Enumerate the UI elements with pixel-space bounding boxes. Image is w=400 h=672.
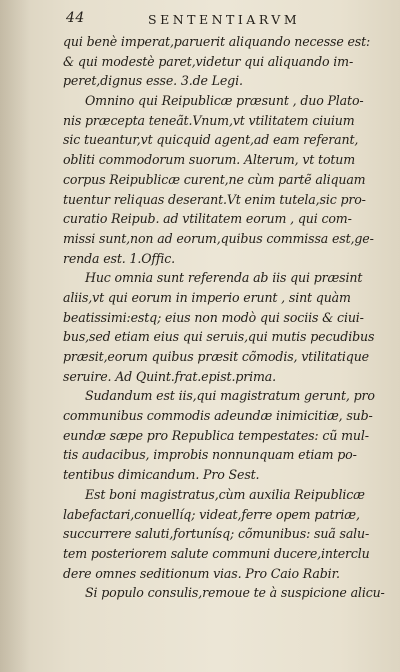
text-line: nis præcepta teneãt.Vnum,vt vtilitatem ciuium bbox=[63, 112, 355, 128]
page-header bbox=[66, 10, 366, 32]
text-line: renda est. 1.Offic. bbox=[63, 250, 176, 266]
running-title: SENTENTIARVM bbox=[148, 12, 301, 27]
text-line: communibus commodis adeundæ inimicitiæ, sub- bbox=[63, 408, 373, 424]
text-line: labefactari,conuellíq; videat,ferre opem patriæ, bbox=[63, 506, 360, 522]
text-line: curatio Reipub. ad vtilitatem eorum , qui com- bbox=[63, 211, 352, 227]
page-number: 44 bbox=[66, 10, 85, 26]
text-line: dere omnes seditionum vias. Pro Caio Rabir. bbox=[63, 565, 340, 581]
text-line: eundæ sæpe pro Republica tempestates: cũ mul- bbox=[63, 427, 369, 443]
text-line: seruire. Ad Quint.frat.epist.prima. bbox=[63, 368, 276, 384]
text-line: bus,sed etiam eius qui seruis,qui mutis pecudibus bbox=[63, 329, 375, 345]
text-line: sic tueantur,vt quicquid agent,ad eam referant, bbox=[63, 132, 359, 148]
text-line: missi sunt,non ad eorum,quibus commissa est,ge- bbox=[63, 230, 374, 246]
text-line: tem posteriorem salute communi ducere,interclu bbox=[63, 545, 370, 561]
text-line: tis audacibus, improbis nonnunquam etiam po- bbox=[63, 447, 357, 463]
text-line: & qui modestè paret,videtur qui aliquando im- bbox=[63, 53, 354, 69]
text-line: corpus Reipublicæ curent,ne cùm partẽ aliquam bbox=[63, 171, 366, 187]
text-line: peret,dignus esse. 3.de Legi. bbox=[63, 73, 243, 89]
body-text bbox=[63, 32, 385, 603]
text-line: aliis,vt qui eorum in imperio erunt , sint quàm bbox=[63, 289, 351, 305]
text-line: beatissimi:estq; eius non modò qui sociis & ciui- bbox=[63, 309, 364, 325]
text-line: præsit,eorum quibus præsit cõmodis, vtilitatique bbox=[63, 349, 369, 364]
text-line: succurrere saluti,fortunísq; cõmunibus: suã salu- bbox=[63, 526, 370, 542]
paragraph-first-line: Si populo consulis,remoue te à suspicione alicu- bbox=[85, 585, 385, 601]
text-line: obliti commodorum suorum. Alterum, vt totum bbox=[63, 152, 356, 168]
paragraph-first-line: Est boni magistratus,cùm auxilia Reipublicæ bbox=[85, 486, 365, 502]
text-line: qui benè imperat,paruerit aliquando necesse est: bbox=[63, 34, 371, 49]
text-line: tuentur reliquas deserant.Vt enim tutela,sic pro- bbox=[63, 191, 366, 207]
paragraph-first-line: Sudandum est iis,qui magistratum gerunt, pro bbox=[85, 388, 375, 404]
paragraph-first-line: Huc omnia sunt referenda ab iis qui præsint bbox=[85, 270, 363, 286]
paragraph-first-line: Omnino qui Reipublicæ præsunt , duo Plato- bbox=[85, 93, 364, 109]
text-line: tentibus dimicandum. Pro Sest. bbox=[63, 467, 260, 483]
